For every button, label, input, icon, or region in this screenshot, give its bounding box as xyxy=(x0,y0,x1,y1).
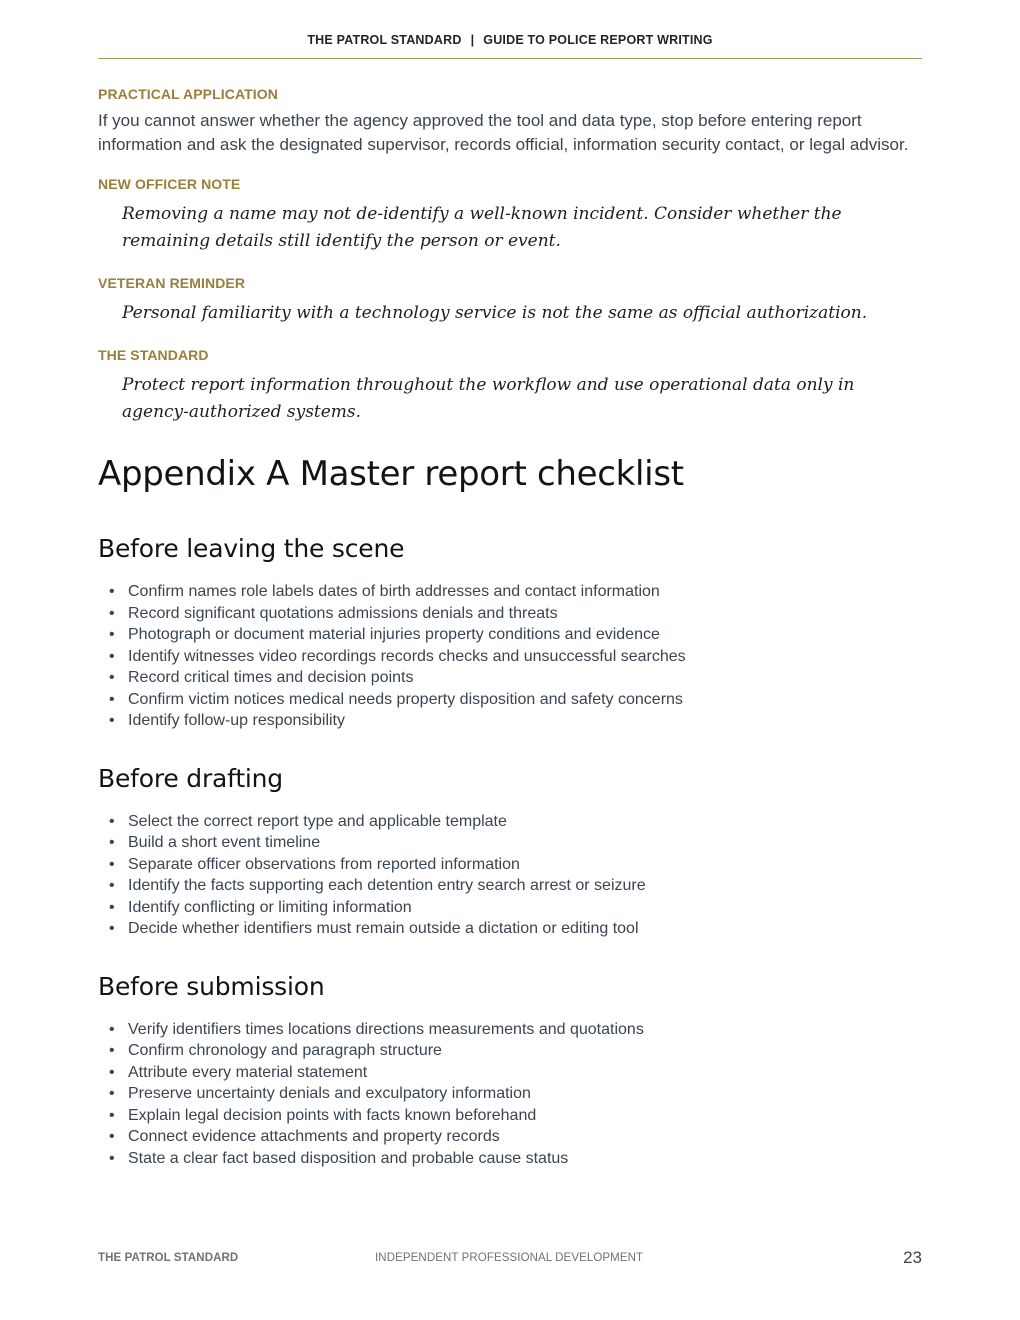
list-item-text: Photograph or document material injuries property conditions and evidence xyxy=(128,626,660,643)
checklist-before-drafting xyxy=(98,811,922,940)
list-item-text: Confirm chronology and paragraph structure xyxy=(128,1042,442,1059)
list-item xyxy=(98,875,922,897)
list-item xyxy=(98,689,922,711)
callout-the-standard xyxy=(98,346,922,426)
bullet-icon: • xyxy=(109,855,115,873)
bullet-icon: • xyxy=(109,1106,115,1124)
bullet-icon: • xyxy=(109,1020,115,1038)
list-item xyxy=(98,832,922,854)
bullet-icon: • xyxy=(109,647,115,665)
bullet-icon: • xyxy=(109,1149,115,1167)
list-item-text: Attribute every material statement xyxy=(128,1063,368,1081)
callout-quote: Personal familiarity with a technology service is not the same as official authorization. xyxy=(122,303,868,323)
list-item xyxy=(98,1105,922,1127)
list-item xyxy=(98,710,922,732)
callout-label: NEW OFFICER NOTE xyxy=(98,176,241,192)
bullet-icon: • xyxy=(109,834,115,851)
bullet-icon: • xyxy=(109,1063,115,1081)
callout-label: THE STANDARD xyxy=(98,347,209,363)
page-content xyxy=(98,85,922,1169)
list-item-text: Identify the facts supporting each detention entry search arrest or seizure xyxy=(128,877,646,894)
list-item xyxy=(98,854,922,876)
list-item xyxy=(98,603,922,625)
bullet-icon: • xyxy=(109,604,115,622)
list-item-text: Identify conflicting or limiting information xyxy=(128,898,412,916)
list-item xyxy=(98,646,922,668)
callout-text: If you cannot answer whether the agency approved the tool and data type, stop before entering report information and ask the designated supervisor, records official, information security contact, or legal advisor. xyxy=(98,111,909,154)
bullet-icon: • xyxy=(109,690,115,708)
callout-veteran-reminder xyxy=(98,274,922,327)
list-item xyxy=(98,1019,922,1041)
bullet-icon: • xyxy=(109,898,115,916)
callout-quote: Removing a name may not de-identify a well-known incident. Consider whether the remaining details still identify the person or event. xyxy=(122,204,842,251)
document-page xyxy=(98,0,922,1320)
section-heading-before-drafting: Before drafting xyxy=(98,763,283,793)
section-heading-before-leaving-scene: Before leaving the scene xyxy=(98,534,405,563)
header-publication-title: THE PATROL STANDARD xyxy=(307,33,462,47)
bullet-icon: • xyxy=(109,877,115,894)
list-item-text: Identify witnesses video recordings records checks and unsuccessful searches xyxy=(128,647,686,665)
list-item-text: Connect evidence attachments and property records xyxy=(128,1128,500,1145)
list-item-text: Preserve uncertainty denials and exculpatory information xyxy=(128,1085,531,1102)
callout-practical-application xyxy=(98,85,922,157)
bullet-icon: • xyxy=(109,1042,115,1059)
list-item-text: Record critical times and decision points xyxy=(128,669,414,686)
list-item xyxy=(98,811,922,833)
list-item xyxy=(98,581,922,603)
page-number: 23 xyxy=(903,1248,922,1267)
callout-new-officer-note xyxy=(98,175,922,255)
list-item-text: Confirm victim notices medical needs property disposition and safety concerns xyxy=(128,690,683,708)
callout-label: VETERAN REMINDER xyxy=(98,275,246,291)
bullet-icon: • xyxy=(109,812,115,830)
checklist-before-submission xyxy=(98,1019,922,1170)
bullet-icon: • xyxy=(109,583,115,600)
list-item-text: Record significant quotations admissions denials and threats xyxy=(128,604,558,622)
list-item xyxy=(98,667,922,689)
list-item xyxy=(98,1083,922,1105)
list-item-text: Identify follow-up responsibility xyxy=(128,712,345,729)
appendix-title: Appendix A Master report checklist xyxy=(98,454,684,494)
callout-label: PRACTICAL APPLICATION xyxy=(98,86,278,102)
list-item xyxy=(98,1040,922,1062)
callout-quote: Protect report information throughout the workflow and use operational data only in agency-authorized systems. xyxy=(122,375,855,422)
running-header xyxy=(98,33,922,47)
header-guide-title: GUIDE TO POLICE REPORT WRITING xyxy=(483,33,713,47)
list-item-text: Select the correct report type and applicable template xyxy=(128,812,507,830)
section-heading-before-submission: Before submission xyxy=(98,971,325,1001)
list-item-text: Build a short event timeline xyxy=(128,834,321,851)
list-item xyxy=(98,1148,922,1170)
list-item xyxy=(98,1126,922,1148)
list-item-text: Separate officer observations from reported information xyxy=(128,855,520,873)
bullet-icon: • xyxy=(109,669,115,686)
bullet-icon: • xyxy=(109,920,115,937)
list-item xyxy=(98,1062,922,1084)
bullet-icon: • xyxy=(109,712,115,729)
list-item xyxy=(98,897,922,919)
list-item xyxy=(98,624,922,646)
footer-tagline: INDEPENDENT PROFESSIONAL DEVELOPMENT xyxy=(375,1252,644,1264)
header-separator: | xyxy=(470,33,475,47)
list-item-text: State a clear fact based disposition and probable cause status xyxy=(128,1149,569,1167)
list-item xyxy=(98,918,922,940)
page-footer xyxy=(98,1248,922,1272)
list-item-text: Verify identifiers times locations directions measurements and quotations xyxy=(128,1020,644,1038)
header-divider xyxy=(98,58,922,59)
list-item-text: Decide whether identifiers must remain outside a dictation or editing tool xyxy=(128,920,639,937)
bullet-icon: • xyxy=(109,626,115,643)
list-item-text: Explain legal decision points with facts known beforehand xyxy=(128,1106,537,1124)
checklist-before-leaving-scene xyxy=(98,581,922,732)
bullet-icon: • xyxy=(109,1128,115,1145)
footer-publication-name: THE PATROL STANDARD xyxy=(98,1252,239,1264)
bullet-icon: • xyxy=(109,1085,115,1102)
list-item-text: Confirm names role labels dates of birth addresses and contact information xyxy=(128,583,660,600)
